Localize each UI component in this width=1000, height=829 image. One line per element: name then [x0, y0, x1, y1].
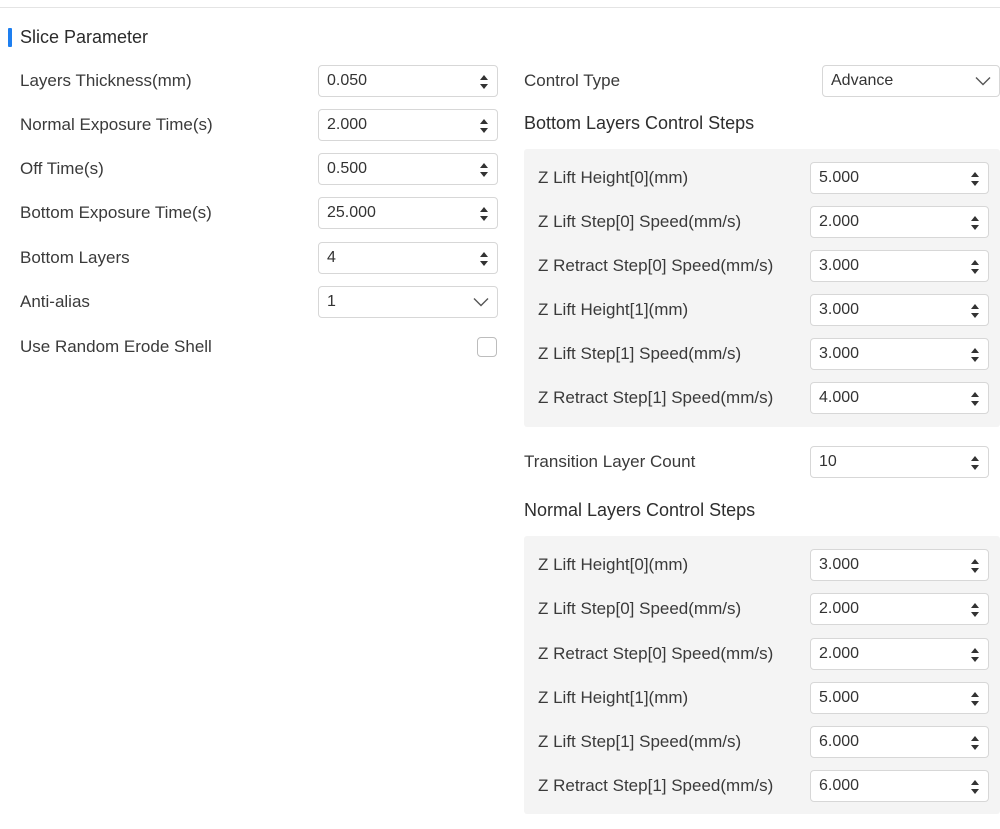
normal-layers-heading: Normal Layers Control Steps — [524, 500, 756, 520]
up-down-arrows-icon[interactable] — [970, 557, 980, 575]
up-down-arrows-icon[interactable] — [479, 250, 489, 268]
up-down-arrows-icon[interactable] — [970, 601, 980, 619]
bottom-layers-heading: Bottom Layers Control Steps — [524, 113, 755, 133]
normal-exposure-time-label: Normal Exposure Time(s) — [20, 115, 213, 134]
spinbox-value: 5.000 — [819, 689, 860, 706]
chevron-down-icon — [473, 297, 489, 307]
normal-z-retract-speed-1-spinbox[interactable] — [810, 770, 989, 802]
section-accent-bar — [8, 28, 12, 47]
bottom-z-lift-height-1-spinbox[interactable] — [810, 294, 989, 326]
bottom-z-lift-height-0-label: Z Lift Height[0](mm) — [538, 168, 689, 187]
normal-z-lift-height-1-label: Z Lift Height[1](mm) — [538, 688, 689, 707]
control-type-label: Control Type — [524, 71, 621, 90]
bottom-z-lift-speed-1-spinbox[interactable] — [810, 338, 989, 370]
spinbox-value: 3.000 — [819, 257, 860, 274]
anti-alias-select[interactable] — [318, 286, 498, 318]
spinbox-value: 2.000 — [819, 213, 860, 230]
bottom-z-lift-height-0-spinbox[interactable] — [810, 162, 989, 194]
bottom-z-retract-speed-1-spinbox[interactable] — [810, 382, 989, 414]
normal-z-lift-height-1-spinbox[interactable] — [810, 682, 989, 714]
normal-z-lift-height-0-spinbox[interactable] — [810, 549, 989, 581]
spinbox-value: 5.000 — [819, 169, 860, 186]
spinbox-value: 2.000 — [819, 645, 860, 662]
anti-alias-label: Anti-alias — [20, 292, 90, 311]
random-erode-checkbox[interactable] — [477, 337, 497, 357]
bottom-z-retract-speed-1-label: Z Retract Step[1] Speed(mm/s) — [538, 388, 774, 407]
bottom-z-lift-speed-1-label: Z Lift Step[1] Speed(mm/s) — [538, 344, 742, 363]
bottom-layers-label: Bottom Layers — [20, 248, 130, 267]
bottom-z-retract-speed-0-spinbox[interactable] — [810, 250, 989, 282]
spinbox-value: 3.000 — [819, 556, 860, 573]
top-divider — [0, 7, 1000, 8]
bottom-exposure-time-label: Bottom Exposure Time(s) — [20, 203, 212, 222]
spinbox-value: 2.000 — [327, 116, 368, 133]
spinbox-value: 6.000 — [819, 777, 860, 794]
control-type-select[interactable] — [822, 65, 1000, 97]
up-down-arrows-icon[interactable] — [970, 778, 980, 796]
bottom-layers-spinbox[interactable] — [318, 242, 498, 274]
chevron-down-icon — [975, 76, 991, 86]
normal-z-lift-speed-0-spinbox[interactable] — [810, 593, 989, 625]
spinbox-value: 0.050 — [327, 72, 368, 89]
spinbox-value: 0.500 — [327, 160, 368, 177]
spinbox-value: 10 — [819, 453, 837, 470]
up-down-arrows-icon[interactable] — [970, 214, 980, 232]
normal-z-retract-speed-0-spinbox[interactable] — [810, 638, 989, 670]
up-down-arrows-icon[interactable] — [970, 690, 980, 708]
spinbox-value: 25.000 — [327, 204, 376, 221]
transition-layer-count-label: Transition Layer Count — [524, 452, 696, 471]
spinbox-value: 3.000 — [819, 345, 860, 362]
spinbox-value: 2.000 — [819, 600, 860, 617]
normal-exposure-time-spinbox[interactable] — [318, 109, 498, 141]
up-down-arrows-icon[interactable] — [479, 117, 489, 135]
layers-thickness-label: Layers Thickness(mm) — [20, 71, 192, 90]
up-down-arrows-icon[interactable] — [970, 390, 980, 408]
up-down-arrows-icon[interactable] — [970, 646, 980, 664]
bottom-z-retract-speed-0-label: Z Retract Step[0] Speed(mm/s) — [538, 256, 774, 275]
spinbox-value: 4.000 — [819, 389, 860, 406]
up-down-arrows-icon[interactable] — [970, 454, 980, 472]
normal-z-lift-speed-1-label: Z Lift Step[1] Speed(mm/s) — [538, 732, 742, 751]
bottom-z-lift-height-1-label: Z Lift Height[1](mm) — [538, 300, 689, 319]
spinbox-value: 3.000 — [819, 301, 860, 318]
off-time-spinbox[interactable] — [318, 153, 498, 185]
up-down-arrows-icon[interactable] — [970, 734, 980, 752]
normal-z-retract-speed-0-label: Z Retract Step[0] Speed(mm/s) — [538, 644, 774, 663]
transition-layer-count-spinbox[interactable] — [810, 446, 989, 478]
up-down-arrows-icon[interactable] — [479, 161, 489, 179]
select-value: Advance — [831, 72, 894, 89]
up-down-arrows-icon[interactable] — [479, 205, 489, 223]
up-down-arrows-icon[interactable] — [479, 73, 489, 91]
section-title: Slice Parameter — [20, 27, 149, 47]
up-down-arrows-icon[interactable] — [970, 170, 980, 188]
bottom-z-lift-speed-0-spinbox[interactable] — [810, 206, 989, 238]
spinbox-value: 6.000 — [819, 733, 860, 750]
select-value: 1 — [327, 293, 336, 310]
normal-z-lift-speed-1-spinbox[interactable] — [810, 726, 989, 758]
up-down-arrows-icon[interactable] — [970, 258, 980, 276]
up-down-arrows-icon[interactable] — [970, 302, 980, 320]
normal-z-lift-height-0-label: Z Lift Height[0](mm) — [538, 555, 689, 574]
random-erode-label: Use Random Erode Shell — [20, 337, 212, 356]
spinbox-value: 4 — [327, 249, 336, 266]
layers-thickness-spinbox[interactable] — [318, 65, 498, 97]
bottom-z-lift-speed-0-label: Z Lift Step[0] Speed(mm/s) — [538, 212, 742, 231]
up-down-arrows-icon[interactable] — [970, 346, 980, 364]
off-time-label: Off Time(s) — [20, 159, 104, 178]
bottom-exposure-time-spinbox[interactable] — [318, 197, 498, 229]
normal-z-retract-speed-1-label: Z Retract Step[1] Speed(mm/s) — [538, 776, 774, 795]
normal-z-lift-speed-0-label: Z Lift Step[0] Speed(mm/s) — [538, 599, 742, 618]
